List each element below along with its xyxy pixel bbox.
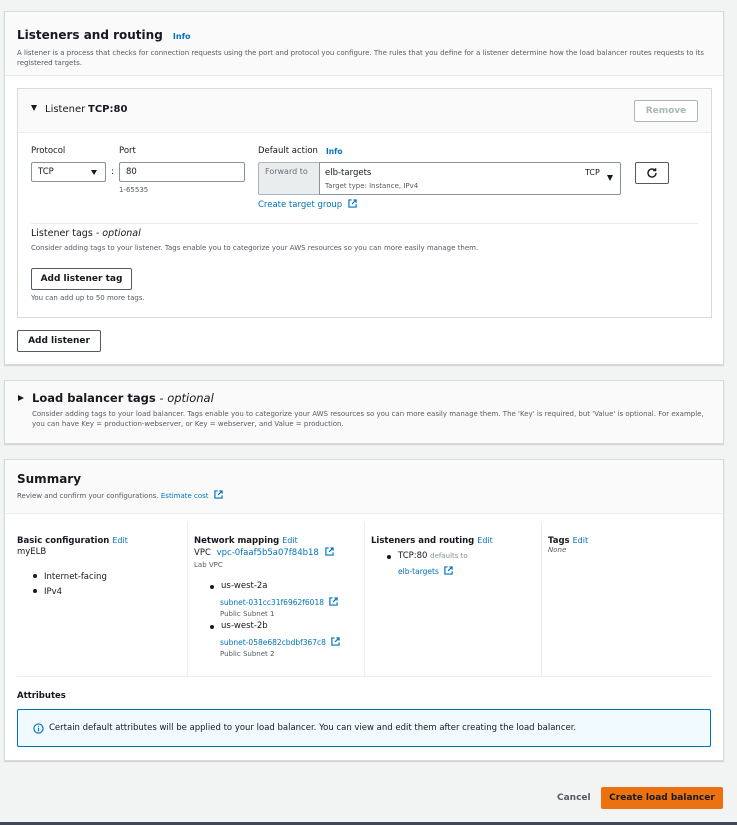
- info-icon: [33, 723, 44, 734]
- vpc-label: VPC: [194, 548, 211, 558]
- column-divider: [364, 522, 365, 676]
- add-listener-tag-button[interactable]: Add listener tag: [31, 268, 132, 290]
- refresh-button[interactable]: [635, 162, 669, 184]
- port-hint: 1-65535: [119, 186, 149, 194]
- summary-title: Summary: [17, 472, 82, 486]
- external-link-icon: [329, 597, 338, 606]
- external-link-icon: [444, 566, 453, 575]
- create-target-group-text: Create target group: [258, 200, 343, 210]
- external-link-icon: [331, 637, 340, 646]
- caret-down-icon: [607, 175, 613, 181]
- basic-config-title-text: Basic configuration: [17, 536, 110, 546]
- subnet-link[interactable]: subnet-058e682cbdbf367c8: [220, 638, 326, 647]
- listener-name: TCP:80: [88, 104, 128, 115]
- basic-config-edit-link[interactable]: Edit: [112, 536, 128, 545]
- default-action-label: Default action: [258, 146, 318, 156]
- zone-az: us-west-2b: [194, 621, 268, 631]
- target-type: Target type: Instance, IPv4: [325, 182, 419, 190]
- summary-description-row: [17, 490, 223, 500]
- summary-description: Review and confirm your configurations.: [17, 492, 159, 500]
- listener-card: [17, 88, 712, 318]
- divider: [31, 223, 698, 224]
- lb-name: myELB: [17, 547, 47, 557]
- vpc-link[interactable]: vpc-0faaf5b5a07f84b18: [216, 548, 319, 558]
- routing-defaults-to: defaults to: [430, 552, 468, 560]
- basic-config-list: [17, 570, 107, 600]
- protocol-label: Protocol: [31, 146, 66, 156]
- listeners-panel: [4, 11, 724, 365]
- remove-listener-button[interactable]: Remove: [634, 100, 698, 122]
- list-item: [371, 551, 468, 561]
- target-name: elb-targets: [325, 168, 372, 178]
- port-value: 80: [126, 167, 137, 177]
- caret-right-icon[interactable]: [18, 395, 24, 401]
- external-link-icon: [214, 490, 223, 499]
- tags-title-text: Tags: [548, 536, 570, 546]
- listener-tags-description: Consider adding tags to your listener. Tags enable you to categorize your AWS resources so you can more easily manage them.: [31, 244, 479, 252]
- list-item: Internet-facing: [17, 570, 107, 585]
- listener-tags-title: [31, 228, 141, 239]
- lb-tags-panel: [4, 380, 724, 444]
- listeners-title-row: [17, 24, 711, 43]
- summary-panel: [4, 459, 724, 761]
- port-separator: :: [111, 167, 115, 177]
- summary-header: [5, 460, 723, 514]
- target-group-select[interactable]: [319, 162, 621, 195]
- attributes-info-alert: [17, 709, 711, 747]
- routing-title: [371, 528, 493, 547]
- caret-down-icon: [91, 170, 97, 175]
- subnet-row: [220, 637, 340, 647]
- column-divider: [541, 522, 542, 676]
- listener-tags-title-text: Listener tags: [31, 228, 93, 239]
- basic-config-title: [17, 528, 128, 547]
- external-link-icon: [348, 199, 357, 208]
- routing-target-link[interactable]: elb-targets: [398, 567, 439, 576]
- estimate-cost-link[interactable]: Estimate cost: [160, 492, 209, 500]
- lb-tags-title[interactable]: [32, 391, 214, 405]
- lb-tags-title-text: Load balancer tags: [32, 391, 156, 405]
- routing-title-text: Listeners and routing: [371, 536, 475, 546]
- attributes-title: Attributes: [17, 691, 66, 701]
- listener-card-header: [18, 89, 711, 133]
- listeners-header: [5, 12, 723, 76]
- zone-item: [194, 581, 268, 591]
- lb-tags-optional: - optional: [159, 391, 214, 405]
- network-mapping-title: [194, 528, 298, 547]
- network-mapping-edit-link[interactable]: Edit: [282, 536, 298, 545]
- tags-edit-link[interactable]: Edit: [572, 536, 589, 545]
- create-target-group-link[interactable]: [258, 199, 357, 210]
- subnet-name: Public Subnet 2: [220, 650, 275, 658]
- zone-item: [194, 621, 268, 631]
- protocol-select[interactable]: [31, 162, 106, 182]
- routing-edit-link[interactable]: Edit: [477, 536, 493, 545]
- routing-item: [371, 551, 468, 561]
- port-input[interactable]: [119, 162, 245, 182]
- forward-to-addon: [258, 162, 319, 195]
- listeners-info-link[interactable]: Info: [172, 32, 191, 41]
- cancel-button[interactable]: Cancel: [557, 793, 591, 803]
- protocol-value: TCP: [38, 167, 54, 177]
- routing-listener: TCP:80: [398, 551, 428, 561]
- default-action-info-link[interactable]: Info: [326, 147, 343, 156]
- zone-az: us-west-2a: [194, 581, 268, 591]
- subnet-name: Public Subnet 1: [220, 610, 275, 618]
- list-item: IPv4: [17, 585, 107, 600]
- subnet-link[interactable]: subnet-031cc31f6962f6018: [220, 598, 324, 607]
- lb-tags-description: Consider adding tags to your load balancer. Tags enable you to categorize your AWS resources so you can more easily manage them. The 'Key' is required, but 'Value' is optional. For example, you can have Key = production-webserver, or Key = webserver, and Value = production.: [32, 410, 704, 428]
- vpc-name: Lab VPC: [194, 561, 223, 569]
- external-link-icon: [325, 547, 334, 556]
- caret-down-icon[interactable]: [31, 105, 37, 111]
- listeners-title: Listeners and routing: [17, 28, 163, 42]
- forward-to-text: Forward to: [265, 167, 308, 176]
- subnet-row: [220, 597, 338, 607]
- listeners-description: A listener is a process that checks for connection requests using the port and protocol you configure. The rules that you define for a listener determine how the load balancer routes requests to its registered targets.: [17, 49, 704, 67]
- attributes-notice: Certain default attributes will be applied to your load balancer. You can view and edit them after creating the load balancer.: [49, 723, 577, 733]
- add-listener-button[interactable]: Add listener: [17, 330, 101, 352]
- routing-target-row: [398, 566, 453, 576]
- target-protocol: TCP: [585, 168, 600, 177]
- tags-value: None: [548, 546, 567, 554]
- port-label: Port: [119, 146, 136, 156]
- tags-title: [548, 528, 588, 547]
- listener-prefix: Listener: [45, 104, 86, 115]
- refresh-icon: [646, 167, 658, 179]
- create-load-balancer-button[interactable]: Create load balancer: [601, 787, 723, 809]
- listener-tags-optional: - optional: [95, 228, 141, 239]
- listener-tags-hint: You can add up to 50 more tags.: [31, 294, 145, 302]
- vpc-row: [194, 547, 334, 558]
- network-mapping-title-text: Network mapping: [194, 536, 280, 546]
- divider: [17, 676, 711, 677]
- column-divider: [187, 522, 188, 676]
